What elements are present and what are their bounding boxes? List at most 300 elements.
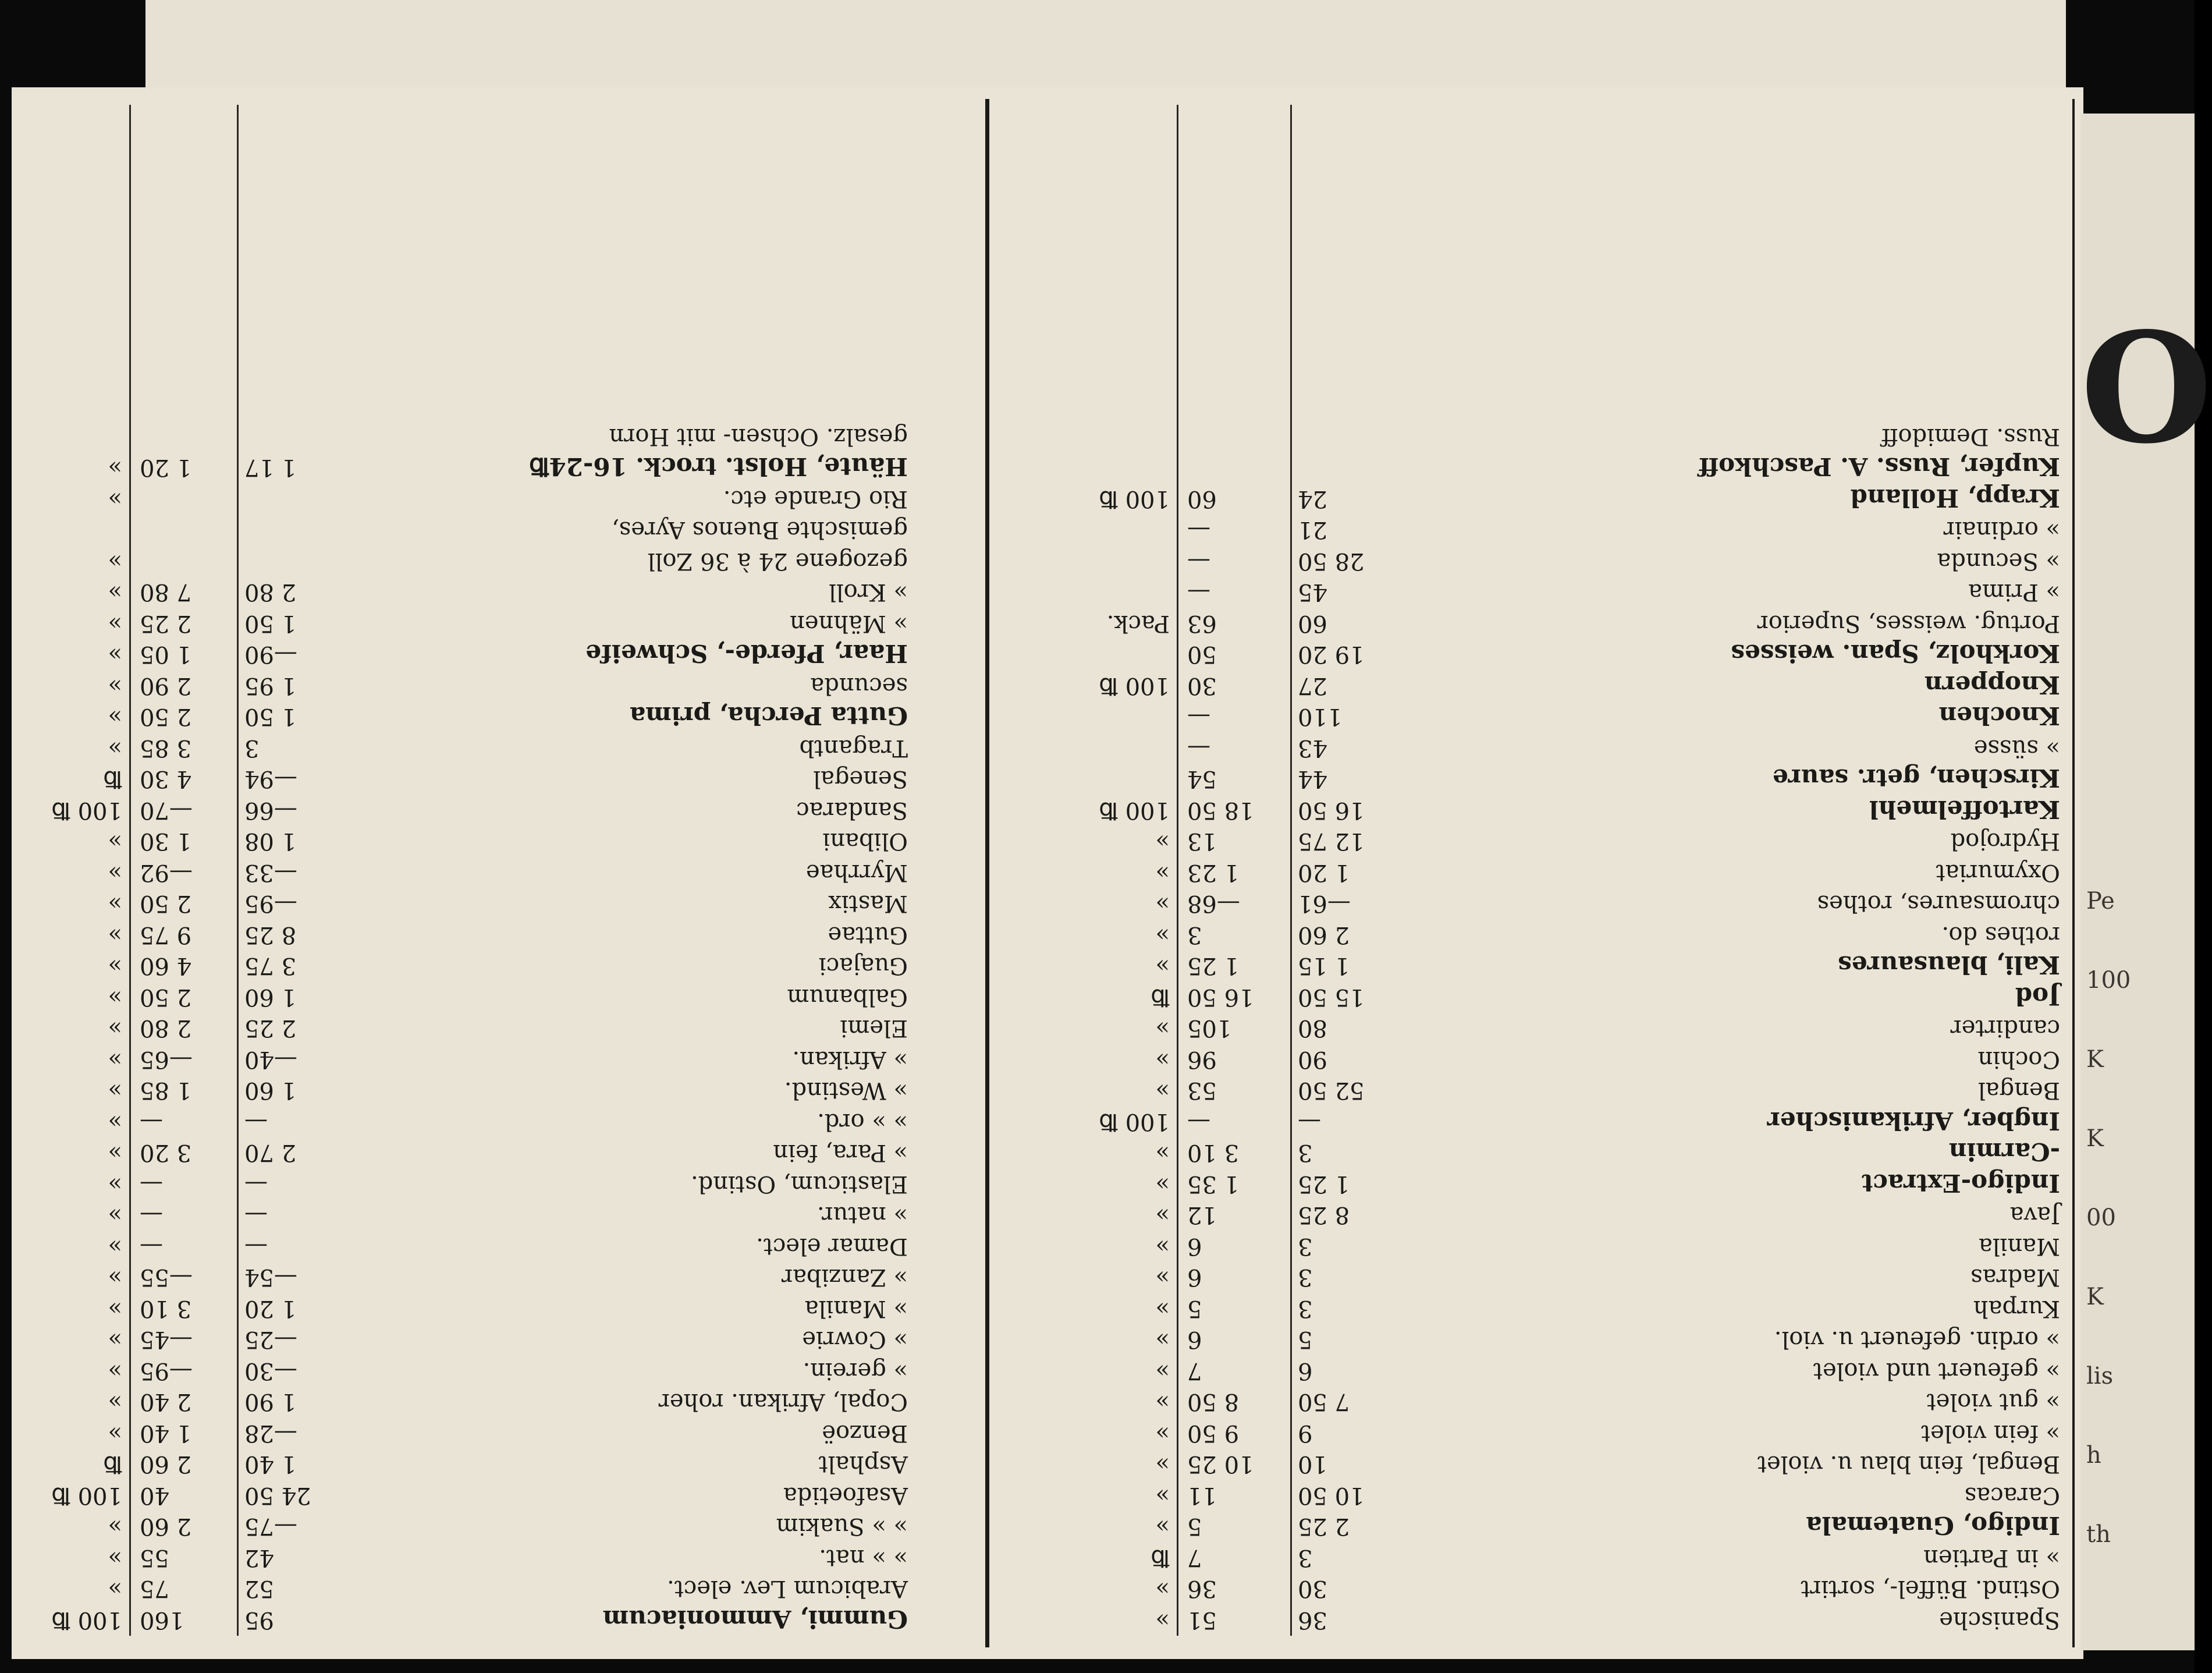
price-unit: » [108,1326,122,1353]
price-unit: » [1155,1077,1170,1104]
commodity-name: Indigo-Extract [1861,1169,2060,1197]
price-unit: » [1155,1326,1170,1353]
price-high: —95 [140,1357,193,1384]
price-unit: » [108,921,122,948]
price-unit: » [1155,1015,1170,1042]
price-high: 1 85 [140,1077,192,1104]
price-low: 8 25 [244,921,297,948]
commodity-name: Kurpah [1973,1295,2060,1322]
commodity-name: Bengal, fein blau u. violet [1757,1451,2060,1478]
price-row [1036,1511,2060,1543]
commodity-name: Manila [1979,1233,2060,1260]
price-row [23,1480,908,1512]
price-row [1036,733,2060,764]
commodity-name: Korkholz, Span. weisses [1731,639,2060,668]
price-row [1036,951,2060,982]
price-low: — [1298,1108,1321,1135]
price-unit: » [108,984,122,1011]
price-unit: » [108,672,122,699]
price-low: 44 [1298,765,1327,793]
commodity-name: Haar, Pferde-, Schweife [585,639,908,668]
price-row [23,515,908,546]
price-low: 1 90 [244,1388,297,1416]
price-row [23,1324,908,1356]
commodity-name: » Cowrie [802,1326,908,1353]
price-low: 2 25 [1298,1513,1350,1540]
price-row [23,1169,908,1200]
price-high: 63 [1187,610,1217,637]
price-unit: 100 ℔ [51,797,122,824]
left-column-rule [2072,99,2075,1647]
price-high: — [1187,579,1210,606]
price-low: 3 [1298,1544,1313,1571]
price-row [23,1418,908,1449]
commodity-name: Portug. weisses, Superior [1757,610,2060,637]
price-row [23,1573,908,1605]
price-low: 1 17 [244,454,297,481]
price-high: 1 25 [1187,952,1240,980]
commodity-name: Elasticum, Ostind. [690,1171,908,1197]
fragment-text: lis [2086,1363,2114,1390]
price-high: —65 [140,1046,193,1073]
price-high: — [1187,548,1210,575]
price-row [1036,1231,2060,1263]
price-high: —55 [140,1264,193,1291]
price-low: —90 [244,641,297,668]
commodity-name: gesalz. Ochsen- mit Horn [609,423,908,450]
price-low: — [244,1108,268,1135]
price-unit: » [108,828,122,855]
commodity-name: Rio Grande etc. [723,485,908,512]
price-row [1036,1605,2060,1636]
price-row [1036,671,2060,702]
price-row [1036,1075,2060,1107]
price-high: —68 [1187,890,1240,917]
price-low: 3 [1298,1139,1313,1167]
price-row [23,452,908,484]
commodity-name: Hydrojod [1950,828,2060,855]
price-low: 12 75 [1298,828,1365,855]
price-low: 60 [1298,610,1327,637]
price-unit: » [1155,1046,1170,1073]
price-row [1036,546,2060,577]
commodity-name: Gutta Percha, prima [629,701,908,731]
commodity-name: Guttae [828,921,908,948]
price-high: 1 30 [140,828,192,855]
price-high: 2 40 [140,1388,192,1416]
price-row [1036,1262,2060,1293]
price-unit: » [108,610,122,637]
price-unit: » [108,1139,122,1167]
price-high: 1 20 [140,454,192,481]
price-row [23,1387,908,1418]
commodity-name: » Para, fein [773,1139,908,1167]
commodity-name: Cochin [1977,1046,2060,1073]
price-unit: ℔ [103,765,122,793]
commodity-name: candirter [1950,1015,2060,1042]
commodity-name: Gummi, Ammoniacum [602,1605,908,1633]
commodity-name: » Zanzibar [781,1264,908,1291]
price-row [1036,920,2060,951]
price-row [1036,1324,2060,1356]
fragment-text: K [2086,1284,2104,1310]
price-high: 5 [1187,1295,1202,1322]
commodity-name: Madras [1970,1264,2060,1291]
price-row [1036,701,2060,733]
price-row [1036,1137,2060,1169]
price-unit: » [108,548,122,575]
price-high: 1 05 [140,641,192,668]
price-row [23,888,908,920]
commodity-name: » Secunda [1937,548,2060,575]
fragment-text: K [2086,1046,2104,1073]
commodity-name: Senegal [813,765,908,793]
price-high: 6 [1187,1326,1202,1353]
price-unit: 100 ℔ [1099,672,1170,699]
price-low: 3 75 [244,952,297,980]
price-high: 13 [1187,828,1217,855]
price-high: 9 50 [1187,1420,1240,1447]
commodity-name: gezogene 24 à 36 Zoll [647,548,908,575]
price-row [23,608,908,640]
price-unit: » [108,735,122,761]
price-row [1036,1356,2060,1387]
commodity-name: Jod [2015,982,2060,1011]
price-high: 11 [1187,1482,1217,1509]
adjacent-page-fragment [2080,114,2212,1650]
price-high: —45 [140,1326,193,1353]
price-high: 10 25 [1187,1451,1254,1478]
price-low: 1 50 [244,610,297,637]
price-row [1036,1480,2060,1512]
price-row [23,484,908,515]
price-high: 2 60 [140,1451,192,1478]
price-row [1036,1013,2060,1044]
price-low: 2 80 [244,579,297,606]
price-row [23,733,908,764]
price-low: 42 [244,1544,274,1571]
price-high: 6 [1187,1264,1202,1291]
commodity-name: chromsaures, rothes [1817,890,2060,917]
price-unit: » [108,1295,122,1322]
price-unit: » [108,1015,122,1042]
price-unit: ℔ [103,1451,122,1478]
price-unit: 100 ℔ [1099,797,1170,824]
price-low: 43 [1298,735,1327,761]
commodity-name: Mastix [828,890,908,917]
price-low: —40 [244,1046,297,1073]
price-high: 7 [1187,1544,1202,1571]
price-high: 5 [1187,1513,1202,1540]
price-high: 7 [1187,1357,1202,1384]
price-unit: » [108,1357,122,1384]
commodity-name: Java [2009,1201,2060,1229]
price-low: 1 50 [244,703,297,731]
price-low: 30 [1298,1575,1327,1603]
price-unit: » [1155,828,1170,855]
price-row [1036,484,2060,515]
price-column-left [1036,105,2060,1636]
commodity-name: -Carmin [1948,1137,2060,1167]
price-low: —25 [244,1326,297,1353]
price-unit: 100 ℔ [51,1482,122,1509]
price-high: — [1187,1108,1210,1135]
price-row [23,920,908,951]
price-low: 2 70 [244,1139,297,1167]
price-row [23,1137,908,1169]
price-low: —95 [244,890,297,917]
price-unit: » [108,1233,122,1260]
commodity-name: » in Partien [1923,1544,2060,1571]
commodity-name: Russ. Demidoff [1881,423,2060,450]
price-low: —75 [244,1513,297,1540]
price-high: 1 23 [1187,859,1240,886]
price-row [1036,1107,2060,1138]
commodity-name: Galbanum [787,984,908,1011]
price-low: 24 50 [244,1482,311,1509]
commodity-name: Asafoetida [783,1482,908,1509]
commodity-name: Kupfer, Russ. A. Paschkoff [1698,452,2060,481]
price-unit: » [1155,952,1170,980]
price-unit: » [108,579,122,606]
price-row [1036,452,2060,484]
price-low: 3 [1298,1295,1313,1322]
price-row [1036,764,2060,795]
price-high: 2 60 [140,1513,192,1540]
price-low: —28 [244,1420,297,1447]
price-low: 19 20 [1298,641,1365,668]
price-low: 24 [1298,485,1327,512]
price-high: 55 [140,1544,169,1571]
price-low: 3 [244,735,260,761]
price-row [1036,1044,2060,1076]
price-high: — [140,1233,163,1260]
price-unit: » [1155,1201,1170,1229]
price-high: 3 85 [140,735,192,761]
price-row [23,1231,908,1263]
price-high: 40 [140,1482,169,1509]
price-unit: » [108,1201,122,1229]
price-unit: 100 ℔ [1099,1108,1170,1135]
price-low: 15 50 [1298,984,1365,1011]
price-row [23,951,908,982]
price-row [1036,1169,2060,1200]
price-low: 52 [244,1575,274,1603]
price-high: 30 [1187,672,1217,699]
price-unit: ℔ [1151,1544,1170,1571]
commodity-name: Häute, Holst. trock. 16-24℔ [529,452,908,481]
price-row [23,1013,908,1044]
price-low: —54 [244,1264,297,1291]
price-high: 1 40 [140,1420,192,1447]
price-row [1036,1387,2060,1418]
price-unit: » [1155,1513,1170,1540]
commodity-name: rothes do. [1941,921,2060,948]
price-unit: ℔ [1151,984,1170,1011]
price-unit: » [108,1575,122,1603]
commodity-name: secunda [810,672,908,699]
price-low: — [244,1233,268,1260]
commodity-name: Arabicum Lev. elect. [667,1575,908,1603]
price-row [23,639,908,671]
price-high: 2 25 [140,610,192,637]
price-high: —92 [140,859,193,886]
price-low: 28 50 [1298,548,1365,575]
price-row [1036,1293,2060,1325]
price-row [1036,608,2060,640]
price-row [23,795,908,827]
commodity-name: Kartoffelmehl [1869,795,2060,824]
price-low: 1 08 [244,828,297,855]
price-low: 3 [1298,1264,1313,1291]
price-row [23,1605,908,1636]
commodity-name: Benzoë [822,1420,908,1447]
commodity-name: » » nat. [819,1544,908,1571]
price-unit: » [108,1388,122,1416]
price-low: 1 20 [244,1295,297,1322]
commodity-name: Ingber, Afrikanischer [1767,1107,2060,1135]
price-row [23,1356,908,1387]
commodity-name: Krapp, Holland [1850,484,2060,512]
price-unit: » [1155,1357,1170,1384]
commodity-name: » Westind. [784,1077,908,1104]
price-low: 16 50 [1298,797,1365,824]
price-low: 95 [244,1607,274,1633]
price-row [1036,1200,2060,1231]
price-high: 6 [1187,1233,1202,1260]
fragment-text: K [2086,1125,2104,1152]
price-high: 16 50 [1187,984,1254,1011]
price-high: 18 50 [1187,797,1254,824]
price-high: 36 [1187,1575,1217,1603]
price-row [23,546,908,577]
price-row [23,671,908,702]
price-high: 2 50 [140,703,192,731]
price-high: 105 [1187,1015,1232,1042]
price-low: 1 60 [244,1077,297,1104]
price-column-right [23,105,908,1636]
price-row [1036,515,2060,546]
price-row [23,857,908,889]
commodity-name: » fein violet [1921,1420,2060,1447]
price-row [23,982,908,1013]
price-row [23,1262,908,1293]
price-high: 3 20 [140,1139,192,1167]
commodity-name: Guajaci [818,952,908,980]
price-unit: » [108,485,122,512]
price-low: 10 [1298,1451,1327,1478]
commodity-name: Tragantb [799,735,908,761]
price-unit: » [1155,1171,1170,1197]
commodity-name: gemischte Buenos Ayres, [612,516,908,544]
commodity-name: Ostind. Büffel-, sortirt [1801,1575,2060,1603]
price-low: —30 [244,1357,297,1384]
commodity-name: » gut violet [1926,1388,2060,1416]
price-low: —94 [244,765,297,793]
price-row [23,1543,908,1574]
price-low: 8 25 [1298,1201,1350,1229]
price-low: — [244,1171,268,1197]
price-high: 160 [140,1607,184,1633]
commodity-name: » ordin. gefeuert u. viol. [1774,1326,2060,1353]
price-row [1036,577,2060,608]
commodity-name: » gerein. [803,1357,908,1384]
price-low: — [244,1201,268,1229]
price-low: 80 [1298,1015,1327,1042]
price-low: 3 [1298,1233,1313,1260]
price-low: 36 [1298,1607,1327,1633]
price-high: 12 [1187,1201,1217,1229]
price-row [1036,639,2060,671]
price-low: 1 15 [1298,952,1350,980]
price-unit: » [108,703,122,731]
commodity-name: Elemi [840,1015,908,1042]
fragment-text: th [2086,1521,2111,1548]
price-row [23,1107,908,1138]
price-row [23,1200,908,1231]
price-row [1036,1573,2060,1605]
commodity-name: Indigo, Guatemala [1806,1511,2060,1540]
price-low: 7 50 [1298,1388,1350,1416]
price-row [23,1044,908,1076]
price-row [23,701,908,733]
fragment-text: Pe [2086,888,2115,915]
price-unit: » [1155,890,1170,917]
price-high: —70 [140,797,193,824]
price-row [1036,857,2060,889]
price-low: 21 [1298,516,1327,544]
price-high: 1 35 [1187,1171,1240,1197]
commodity-name: Asphalt [818,1451,908,1478]
commodity-name: Caracas [1964,1482,2060,1509]
price-low: 1 60 [244,984,297,1011]
price-high: 54 [1187,765,1217,793]
price-high: 3 10 [140,1295,192,1322]
price-unit: » [108,1108,122,1135]
price-unit: » [1155,921,1170,948]
price-low: 52 50 [1298,1077,1365,1104]
commodity-name: » ordinair [1943,516,2060,544]
price-row [23,421,908,453]
price-unit: » [108,641,122,668]
price-low: 110 [1298,703,1343,731]
price-high: — [1187,516,1210,544]
price-unit: » [108,1264,122,1291]
price-high: 2 90 [140,672,192,699]
price-unit: » [1155,1420,1170,1447]
price-row [1036,1543,2060,1574]
price-high: — [140,1108,163,1135]
price-high: 7 80 [140,579,192,606]
price-unit: » [1155,1482,1170,1509]
price-low: 5 [1298,1326,1313,1353]
price-row [23,764,908,795]
price-high: 2 50 [140,984,192,1011]
price-unit: » [1155,1607,1170,1633]
price-high: 53 [1187,1077,1217,1104]
fragment-text: h [2086,1442,2101,1469]
price-unit: » [108,1171,122,1197]
price-low: 1 20 [1298,859,1350,886]
price-high: 3 [1187,921,1202,948]
price-row [1036,888,2060,920]
price-row [23,826,908,857]
commodity-name: » süsse [1973,735,2060,761]
price-high: 2 80 [140,1015,192,1042]
price-unit: » [108,1077,122,1104]
fragment-text: 00 [2086,1204,2116,1231]
commodity-name: Copal, Afrikan. roher [658,1388,908,1416]
